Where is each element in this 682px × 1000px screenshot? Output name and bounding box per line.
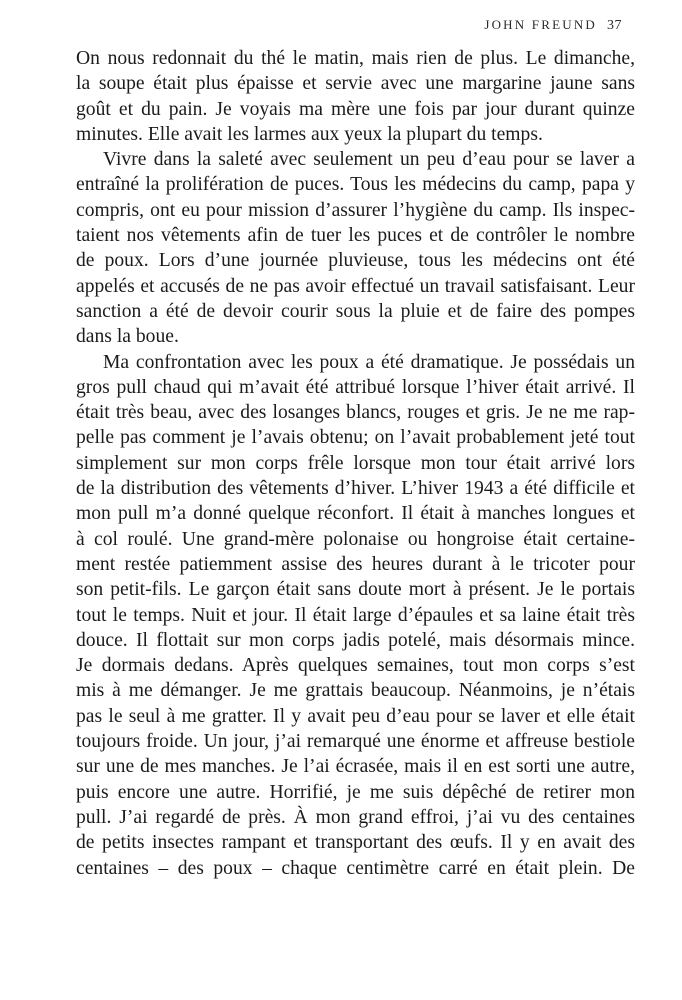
- text-line: la soupe était plus épaisse et servie avec une margarine jaune sans: [76, 73, 635, 95]
- text-line: mis à me démanger. Je me grattais beaucoup. Néanmoins, je n’étais: [76, 680, 635, 702]
- body-text: [76, 46, 635, 881]
- text-line: pelle pas comment je l’avais obtenu; on l’avait probablement jeté tout: [76, 427, 635, 449]
- text-line: goût et du pain. Je voyais ma mère une fois par jour durant quinze: [76, 98, 635, 120]
- text-line: taient nos vêtements afin de tuer les puces et de contrôler le nombre: [76, 225, 635, 247]
- text-line: entraîné la prolifération de puces. Tous les médecins du camp, papa y: [76, 174, 635, 196]
- text-line: ment restée patiemment assise des heures durant à le tricoter pour: [76, 553, 635, 575]
- text-line: gros pull chaud qui m’avait été attribué lorsque l’hiver était arrivé. Il: [76, 376, 635, 398]
- text-line: Ma confrontation avec les poux a été dramatique. Je possédais un: [103, 351, 635, 373]
- paragraph-2: [76, 147, 635, 349]
- text-line: de poux. Lors d’une journée pluvieuse, tous les médecins ont été: [76, 250, 635, 272]
- text-line: douce. Il flottait sur mon corps jadis potelé, mais désormais mince.: [76, 629, 635, 651]
- text-line: à col roulé. Une grand-mère polonaise ou hongroise était certaine-: [76, 528, 635, 550]
- text-line: puis encore une autre. Horrifié, je me suis dépêché de retirer mon: [76, 781, 635, 803]
- text-line: dans la boue.: [76, 326, 179, 348]
- text-line: de la distribution des vêtements d’hiver. L’hiver 1943 a été difficile et: [76, 478, 635, 500]
- text-line: toujours froide. Un jour, j’ai remarqué une énorme et affreuse bestiole: [76, 731, 635, 753]
- text-line: de petits insectes rampant et transportant des œufs. Il y en avait des: [76, 832, 635, 854]
- text-line: simplement sur mon corps frêle lorsque mon tour était arrivé lors: [76, 452, 635, 474]
- running-head-author: JOHN FREUND: [484, 17, 597, 32]
- text-line: pull. J’ai regardé de près. À mon grand effroi, j’ai vu des centaines: [76, 806, 635, 828]
- text-line: minutes. Elle avait les larmes aux yeux la plupart du temps.: [76, 123, 543, 145]
- text-line: tout le temps. Nuit et jour. Il était large d’épaules et sa laine était très: [76, 604, 635, 626]
- text-line: pas le seul à me gratter. Il y avait peu d’eau pour se laver et elle était: [76, 705, 635, 727]
- text-line: sanction a été de devoir courir sous la pluie et de faire des pompes: [76, 300, 635, 322]
- text-line: Je dormais dedans. Après quelques semaines, tout mon corps s’est: [76, 655, 635, 677]
- paragraph-1: [76, 46, 635, 147]
- paragraph-3: [76, 350, 635, 881]
- text-line: sur une de mes manches. Je l’ai écrasée, mais il en est sorti une autre,: [76, 756, 635, 778]
- page-number: 37: [607, 18, 622, 33]
- text-line: centaines – des poux – chaque centimètre carré en était plein. De: [76, 857, 635, 879]
- running-header: [484, 17, 622, 34]
- text-line: appelés et accusés de ne pas avoir effectué un travail satisfaisant. Leur: [76, 275, 635, 297]
- text-line: son petit-fils. Le garçon était sans doute mort à présent. Je le portais: [76, 579, 635, 601]
- text-line: On nous redonnait du thé le matin, mais rien de plus. Le dimanche,: [76, 48, 635, 69]
- text-line: compris, ont eu pour mission d’assurer l’hygiène du camp. Ils inspec-: [76, 199, 635, 221]
- text-line: était très beau, avec des losanges blancs, rouges et gris. Je ne me rap-: [76, 402, 635, 424]
- text-line: Vivre dans la saleté avec seulement un peu d’eau pour se laver a: [103, 149, 635, 171]
- text-line: mon pull m’a donné quelque réconfort. Il était à manches longues et: [76, 503, 635, 525]
